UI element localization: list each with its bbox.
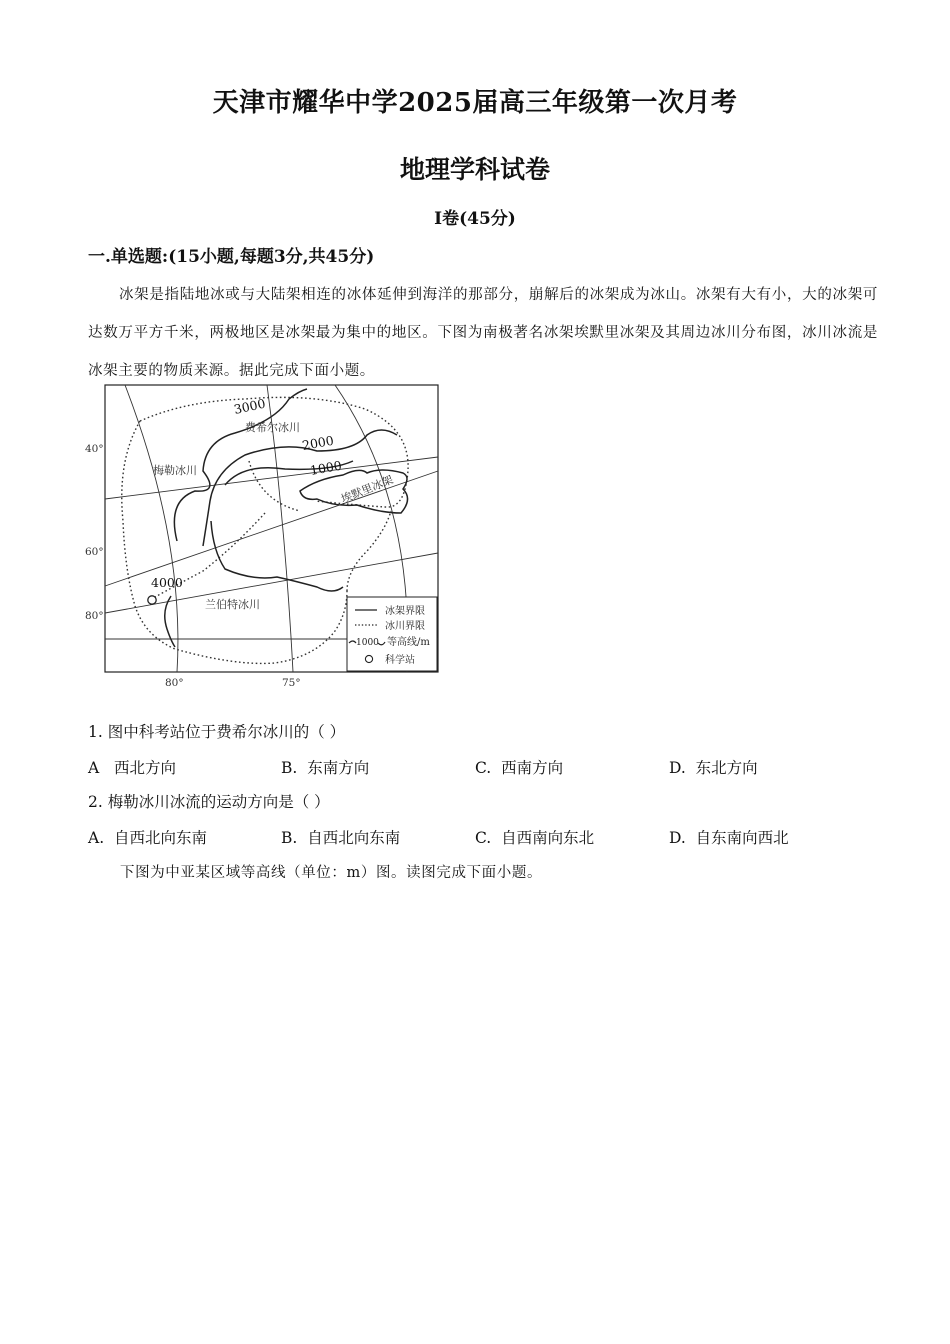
- contour-label-4000: 4000: [151, 575, 183, 590]
- q1-option-b-letter: B.: [281, 759, 298, 777]
- q2-option-b[interactable]: [281, 826, 400, 848]
- q2-option-d-letter: D.: [669, 829, 686, 847]
- q1-option-a-letter: A: [88, 759, 100, 777]
- q1-option-c-text: 西南方向: [501, 759, 564, 777]
- label-fisher-glacier: 费希尔冰川: [245, 421, 300, 434]
- lon-label-75: 75°: [282, 677, 301, 689]
- lat-label-80: 80°: [85, 610, 104, 622]
- exam-title: 天津市耀华中学2025届高三年级第一次月考: [212, 88, 738, 118]
- q2-option-a[interactable]: [88, 826, 207, 848]
- q1-option-b-text: 东南方向: [307, 759, 370, 777]
- map-legend: [347, 597, 437, 671]
- question-1-stem: 1. 图中科考站位于费希尔冰川的（ ）: [88, 723, 346, 741]
- contour-label-3000: 3000: [232, 395, 267, 417]
- q1-option-a-text: 西北方向: [113, 759, 176, 777]
- contour-label-1000: 1000: [308, 457, 343, 478]
- q1-option-d[interactable]: [669, 756, 758, 778]
- q2-option-b-text: 自西北向东南: [307, 829, 401, 847]
- part-heading: Ⅰ卷(45分): [434, 209, 516, 229]
- legend-glacier-boundary: 冰川界限: [385, 621, 425, 632]
- q2-option-d[interactable]: [669, 826, 789, 848]
- label-amery-ice-shelf: 埃默里冰架: [339, 473, 396, 506]
- exam-subtitle: 地理学科试卷: [399, 155, 550, 184]
- legend-contour-sample: 1000: [356, 638, 379, 648]
- lat-label-60: 60°: [85, 546, 104, 558]
- q2-option-c-letter: C.: [475, 829, 492, 847]
- lat-label-40: 40°: [85, 443, 104, 455]
- q2-option-c-text: 自西南向东北: [501, 829, 595, 847]
- legend-contour: 等高线/m: [387, 637, 430, 648]
- q1-option-d-text: 东北方向: [695, 759, 758, 777]
- q2-option-a-text: 自西北向东南: [113, 829, 207, 847]
- q2-option-c[interactable]: [475, 826, 594, 848]
- contour-label-2000: 2000: [300, 432, 335, 453]
- lon-label-80: 80°: [165, 677, 184, 689]
- amery-ice-shelf-map: [85, 381, 443, 693]
- section-heading: 一.单选题:(15小题,每题3分,共45分): [88, 247, 375, 267]
- q2-option-b-letter: B.: [281, 829, 298, 847]
- q2-option-a-letter: A.: [88, 829, 105, 847]
- passage-text: 冰架是指陆地冰或与大陆架相连的冰体延伸到海洋的那部分，崩解后的冰架成为冰山。冰架有大有小，大的冰架可达数万平方千米，两极地区是冰架最为集中的地区。下图为南极著名冰架埃默里冰架及其周边冰川分布图，冰川冰流是冰架主要的物质来源。据此完成下面小题。: [88, 287, 878, 379]
- q1-option-c[interactable]: [475, 756, 563, 778]
- label-lambert-glacier: 兰伯特冰川: [205, 598, 260, 611]
- legend-station: 科学站: [385, 655, 415, 666]
- q1-option-a[interactable]: [88, 756, 176, 778]
- q1-option-c-letter: C.: [475, 759, 492, 777]
- next-passage-intro: 下图为中亚某区域等高线（单位：m）图。读图完成下面小题。: [120, 865, 543, 881]
- label-mellor-glacier: 梅勒冰川: [153, 464, 197, 477]
- question-2-stem: 2. 梅勒冰川冰流的运动方向是（ ）: [88, 793, 330, 811]
- q1-option-d-letter: D.: [669, 759, 686, 777]
- legend-ice-shelf-boundary: 冰架界限: [385, 606, 425, 617]
- q1-option-b[interactable]: [281, 756, 369, 778]
- science-station-marker: [148, 596, 156, 604]
- q2-option-d-text: 自东南向西北: [695, 829, 789, 847]
